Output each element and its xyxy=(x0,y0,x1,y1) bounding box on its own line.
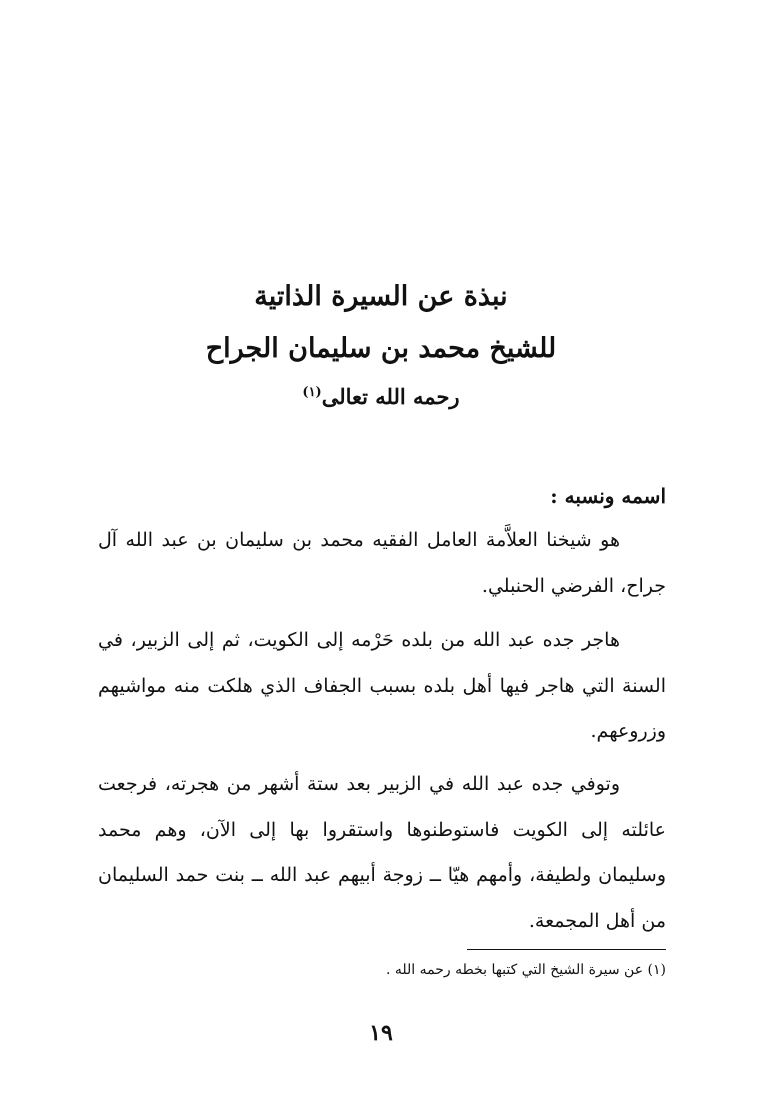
title-line-3-text: رحمه الله تعالى xyxy=(321,384,460,409)
title-line-2: للشيخ محمد بن سليمان الجراح xyxy=(205,333,557,364)
footnote-text: عن سيرة الشيخ التي كتبها بخطه رحمه الله . xyxy=(385,962,644,978)
section-heading: اسمه ونسبه : xyxy=(550,484,666,508)
footnote-divider xyxy=(467,949,666,950)
paragraph-3: وتوفي جده عبد الله في الزبير بعد ستة أشهر من هجرته، فرجعت عائلته إلى الكويت فاستوطنوها واستقروا بها إلى الآن، وهم محمد وسليمان ولطيفة، وأمهم هيّا ــ زوجة أبيهم عبد الله ــ بنت حمد السليمان من أهل المجمعة. xyxy=(98,773,666,932)
footnote-reference: (١) xyxy=(302,385,322,400)
footnote xyxy=(386,962,666,978)
page-number: ١٩ xyxy=(369,1020,393,1046)
paragraph-1: هو شيخنا العلاَّمة العامل الفقيه محمد بن سليمان بن عبد الله آل جراح، الفرضي الحنبلي. xyxy=(98,529,666,597)
footnote-marker: (١) xyxy=(647,962,666,978)
title-line-1: نبذة عن السيرة الذاتية xyxy=(254,281,508,312)
paragraph-2: هاجر جده عبد الله من بلده حَرْمه إلى الكويت، ثم إلى الزبير، في السنة التي هاجر فيها أهل بلده بسبب الجفاف الذي هلكت منه مواشيهم وزروعهم. xyxy=(98,629,666,742)
title-line-3 xyxy=(0,386,762,407)
